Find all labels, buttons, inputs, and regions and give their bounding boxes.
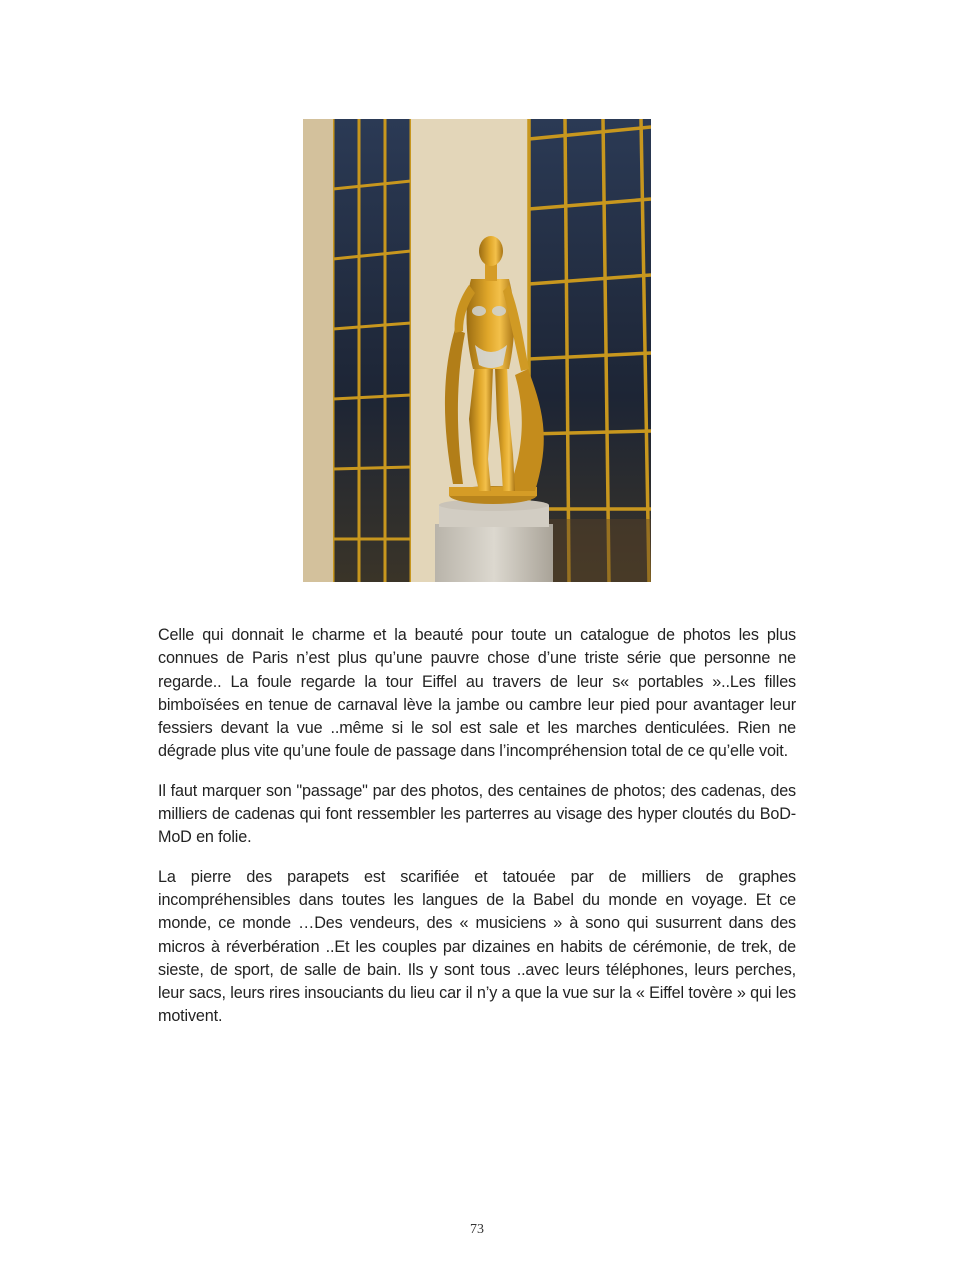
paragraph-2: Il faut marquer son "passage" par des photos, des centaines de photos; des cadenas, des milliers de cadenas qui font ressembler les parterres au visage des hyper cloutés du BoD-MoD en folie.: [158, 781, 796, 847]
paragraph-1: Celle qui donnait le charme et la beauté pour toute un catalogue de photos les plus connues de Paris n’est plus qu’une pauvre chose d’une triste série que personne ne regarde.. La foule regarde la tour Eiffel au travers de leur s« portables »..Les filles bimboïsées en tenue de carnaval lève la jambe ou cambre leur pied pour avantager leur fessiers devant la vue ..même si le sol est sale et les marches denticulées. Rien ne dégrade plus vite qu’une foule de passage dans l’incompréhension total de ce qu’elle voit.: [158, 626, 796, 761]
body-text: [158, 624, 796, 1045]
statue-photo-illustration: [303, 119, 651, 582]
paragraph-3: La pierre des parapets est scarifiée et tatouée par de milliers de graphes incompréhensibles dans toutes les langues de la Babel du monde en voyage. Et ce monde, ce monde …Des vendeurs, des « musiciens » à sono qui susurrent dans des micros à réverbération ..Et les couples par dizaines en habits de cérémonie, de trek, de sieste, de sport, de salle de bain. Ils y sont tous ..avec leurs téléphones, leurs perches, leur sacs, leurs rires insouciants du lieu car il n’y a que la vue sur la « Eiffel tovère » qui les motivent.: [158, 867, 796, 1026]
page-number: 73: [470, 1222, 484, 1237]
statue-photo: [303, 119, 651, 582]
